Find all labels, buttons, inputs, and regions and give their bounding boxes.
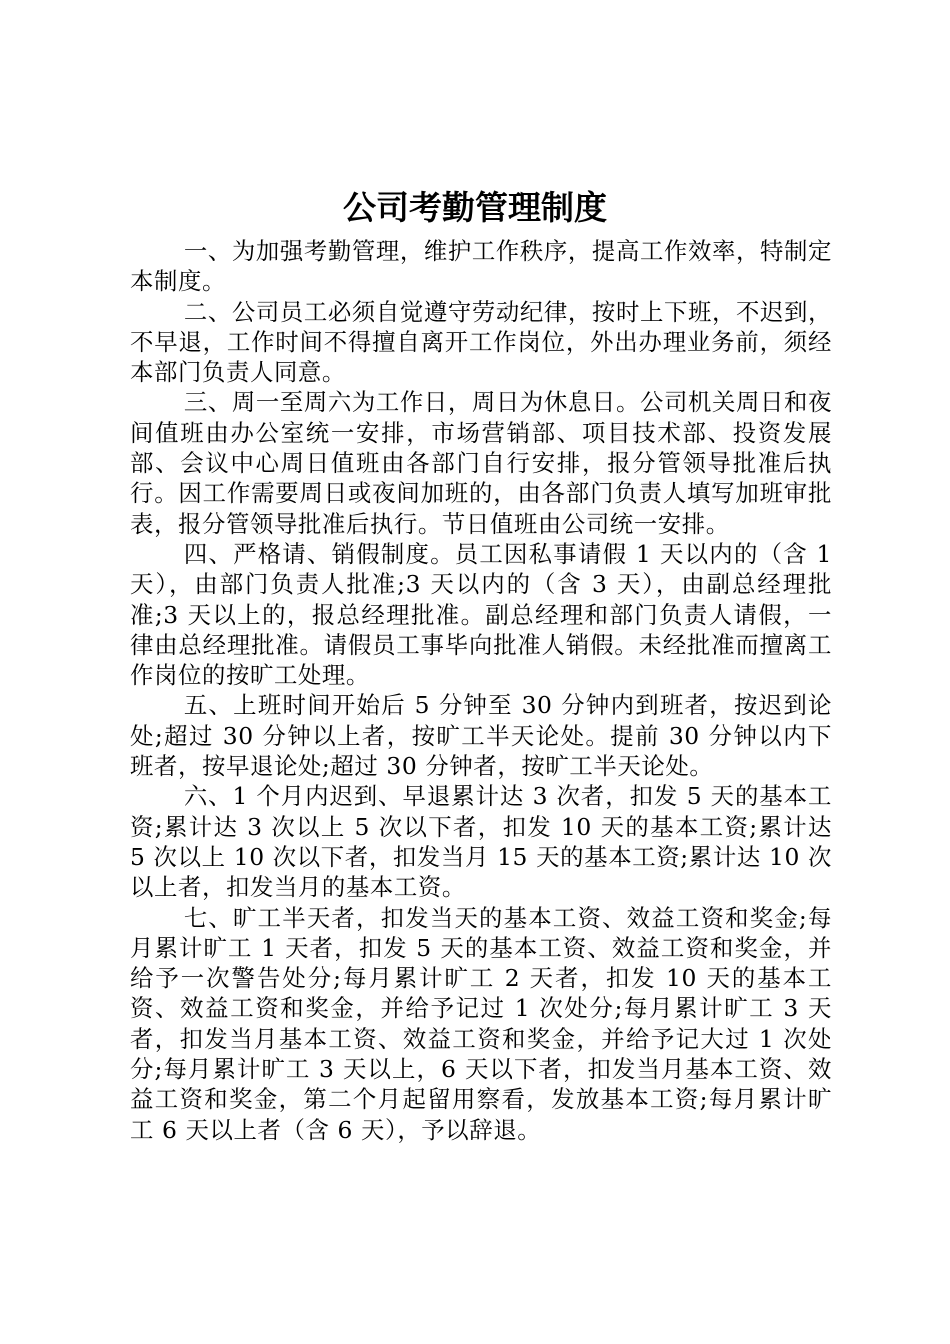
paragraph-7: 七、旷工半天者，扣发当天的基本工资、效益工资和奖金;每月累计旷工 1 天者，扣发 5 天的基本工资、效益工资和奖金，并给予一次警告处分;每月累计旷工 2 天者，扣发 10 天的基本工资、效益工资和奖金，并给予记过 1 次处分;每月累计旷工 3 天者，扣发当月基本工资、效益工资和奖金，并给予记大过 1 次处分;每月累计旷工 3 天以上，6 天以下者，扣发当月基本工资、效益工资和奖金，第二个月起留用察看，发放基本工资;每月累计旷工 6 天以上者（含 6 天），予以辞退。 [130, 903, 832, 1144]
paragraph-6: 六、1 个月内迟到、早退累计达 3 次者，扣发 5 天的基本工资;累计达 3 次以上 5 次以下者，扣发 10 天的基本工资;累计达 5 次以上 10 次以下者，扣发当月 15 天的基本工资;累计达 10 次以上者，扣发当月的基本工资。 [130, 782, 832, 902]
document-title: 公司考勤管理制度 [343, 188, 607, 227]
paragraph-5: 五、上班时间开始后 5 分钟至 30 分钟内到班者，按迟到论处;超过 30 分钟以上者，按旷工半天论处。提前 30 分钟以内下班者，按早退论处;超过 30 分钟者，按旷工半天论处。 [130, 691, 832, 781]
paragraph-4: 四、严格请、销假制度。员工因私事请假 1 天以内的（含 1 天），由部门负责人批准;3 天以内的（含 3 天），由副总经理批准;3 天以上的，报总经理批准。副总经理和部门负责人请假，一律由总经理批准。请假员工事毕向批准人销假。未经批准而擅离工作岗位的按旷工处理。 [130, 539, 832, 690]
document-body [130, 236, 832, 1145]
paragraph-1: 一、为加强考勤管理，维护工作秩序，提高工作效率，特制定本制度。 [130, 237, 832, 296]
paragraph-2: 二、公司员工必须自觉遵守劳动纪律，按时上下班，不迟到，不早退，工作时间不得擅自离开工作岗位，外出办理业务前，须经本部门负责人同意。 [130, 297, 832, 387]
paragraph-3: 三、周一至周六为工作日，周日为休息日。公司机关周日和夜间值班由办公室统一安排，市场营销部、项目技术部、投资发展部、会议中心周日值班由各部门自行安排，报分管领导批准后执行。因工作需要周日或夜间加班的，由各部门负责人填写加班审批表，报分管领导批准后执行。节日值班由公司统一安排。 [130, 388, 832, 538]
